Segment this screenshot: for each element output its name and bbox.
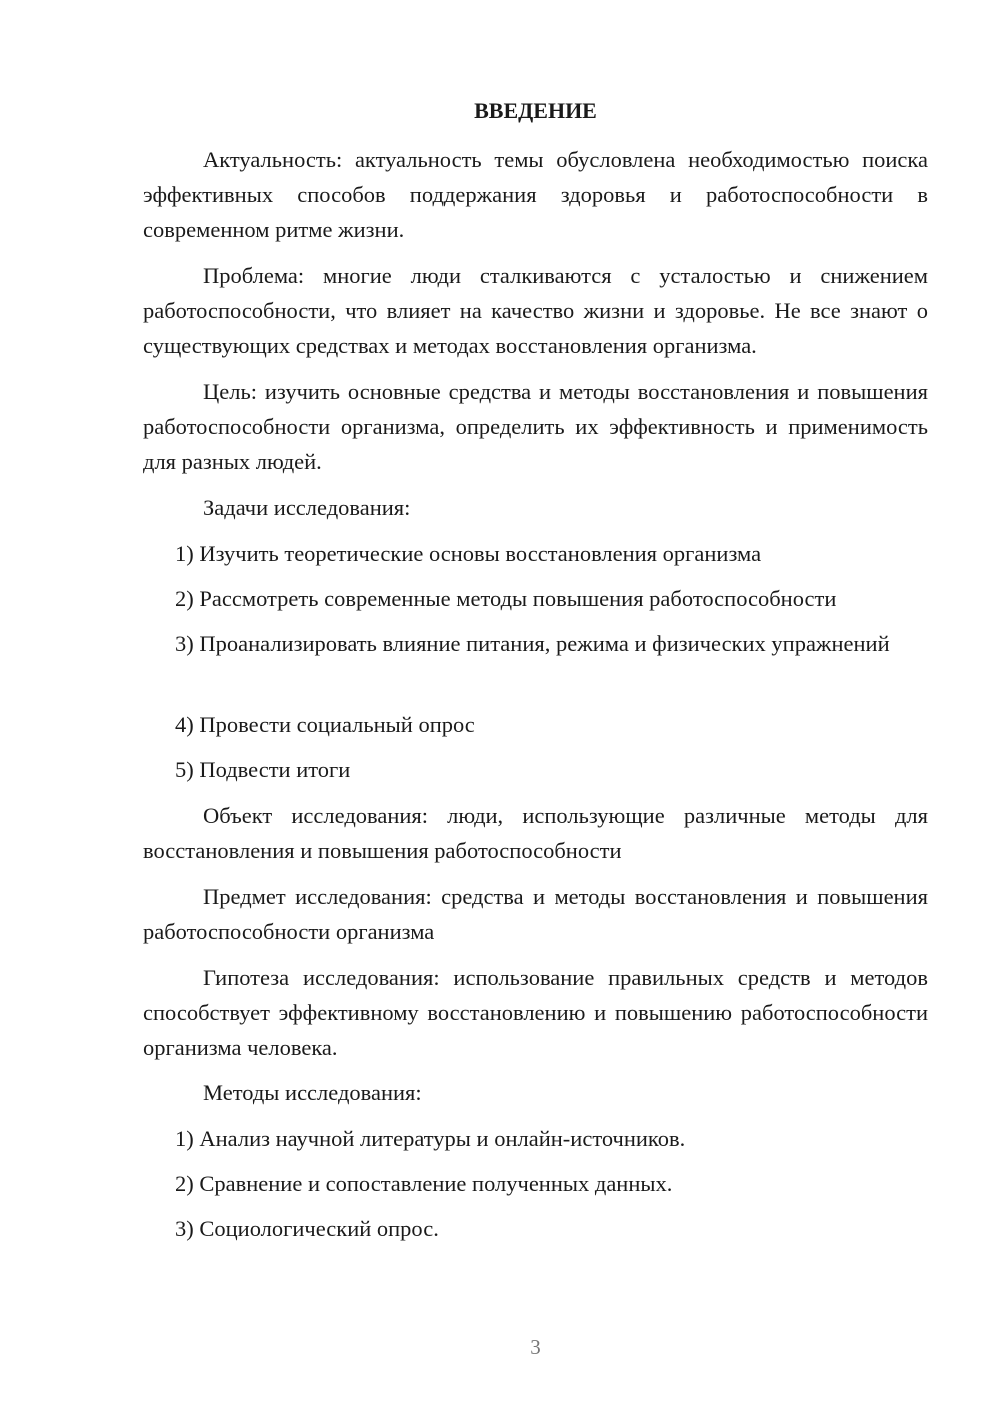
method-item-3: 3) Социологический опрос. <box>175 1216 439 1241</box>
hypothesis-paragraph: Гипотеза исследования: использование правильных средств и методов способствует эффективному восстановлению и повышению работоспособности организма человека. <box>143 965 928 1060</box>
page-title: ВВЕДЕНИЕ <box>474 98 597 123</box>
task-item-4: 4) Провести социальный опрос <box>175 712 475 737</box>
task-item-1: 1) Изучить теоретические основы восстановления организма <box>175 541 762 566</box>
relevance-paragraph: Актуальность: актуальность темы обусловлена необходимостью поиска эффективных способов поддержания здоровья и работоспособности в современном ритме жизни. <box>143 147 928 242</box>
task-item-5: 5) Подвести итоги <box>175 757 351 782</box>
goal-paragraph: Цель: изучить основные средства и методы восстановления и повышения работоспособности организма, определить их эффективность и применимость для разных людей. <box>143 379 928 474</box>
methods-heading: Методы исследования: <box>203 1080 422 1105</box>
task-item-2: 2) Рассмотреть современные методы повышения работоспособности <box>175 586 837 611</box>
object-paragraph: Объект исследования: люди, использующие различные методы для восстановления и повышения работоспособности <box>143 803 928 863</box>
method-item-2: 2) Сравнение и сопоставление полученных данных. <box>175 1171 673 1196</box>
page-number: 3 <box>530 1335 541 1359</box>
subject-paragraph: Предмет исследования: средства и методы восстановления и повышения работоспособности организма <box>143 884 928 944</box>
method-item-1: 1) Анализ научной литературы и онлайн-источников. <box>175 1126 686 1151</box>
problem-paragraph: Проблема: многие люди сталкиваются с усталостью и снижением работоспособности, что влияет на качество жизни и здоровье. Не все знают о существующих средствах и методах восстановления организма. <box>143 263 928 358</box>
task-item-3: 3) Проанализировать влияние питания, режима и физических упражнений <box>175 631 890 656</box>
tasks-heading: Задачи исследования: <box>203 495 411 520</box>
